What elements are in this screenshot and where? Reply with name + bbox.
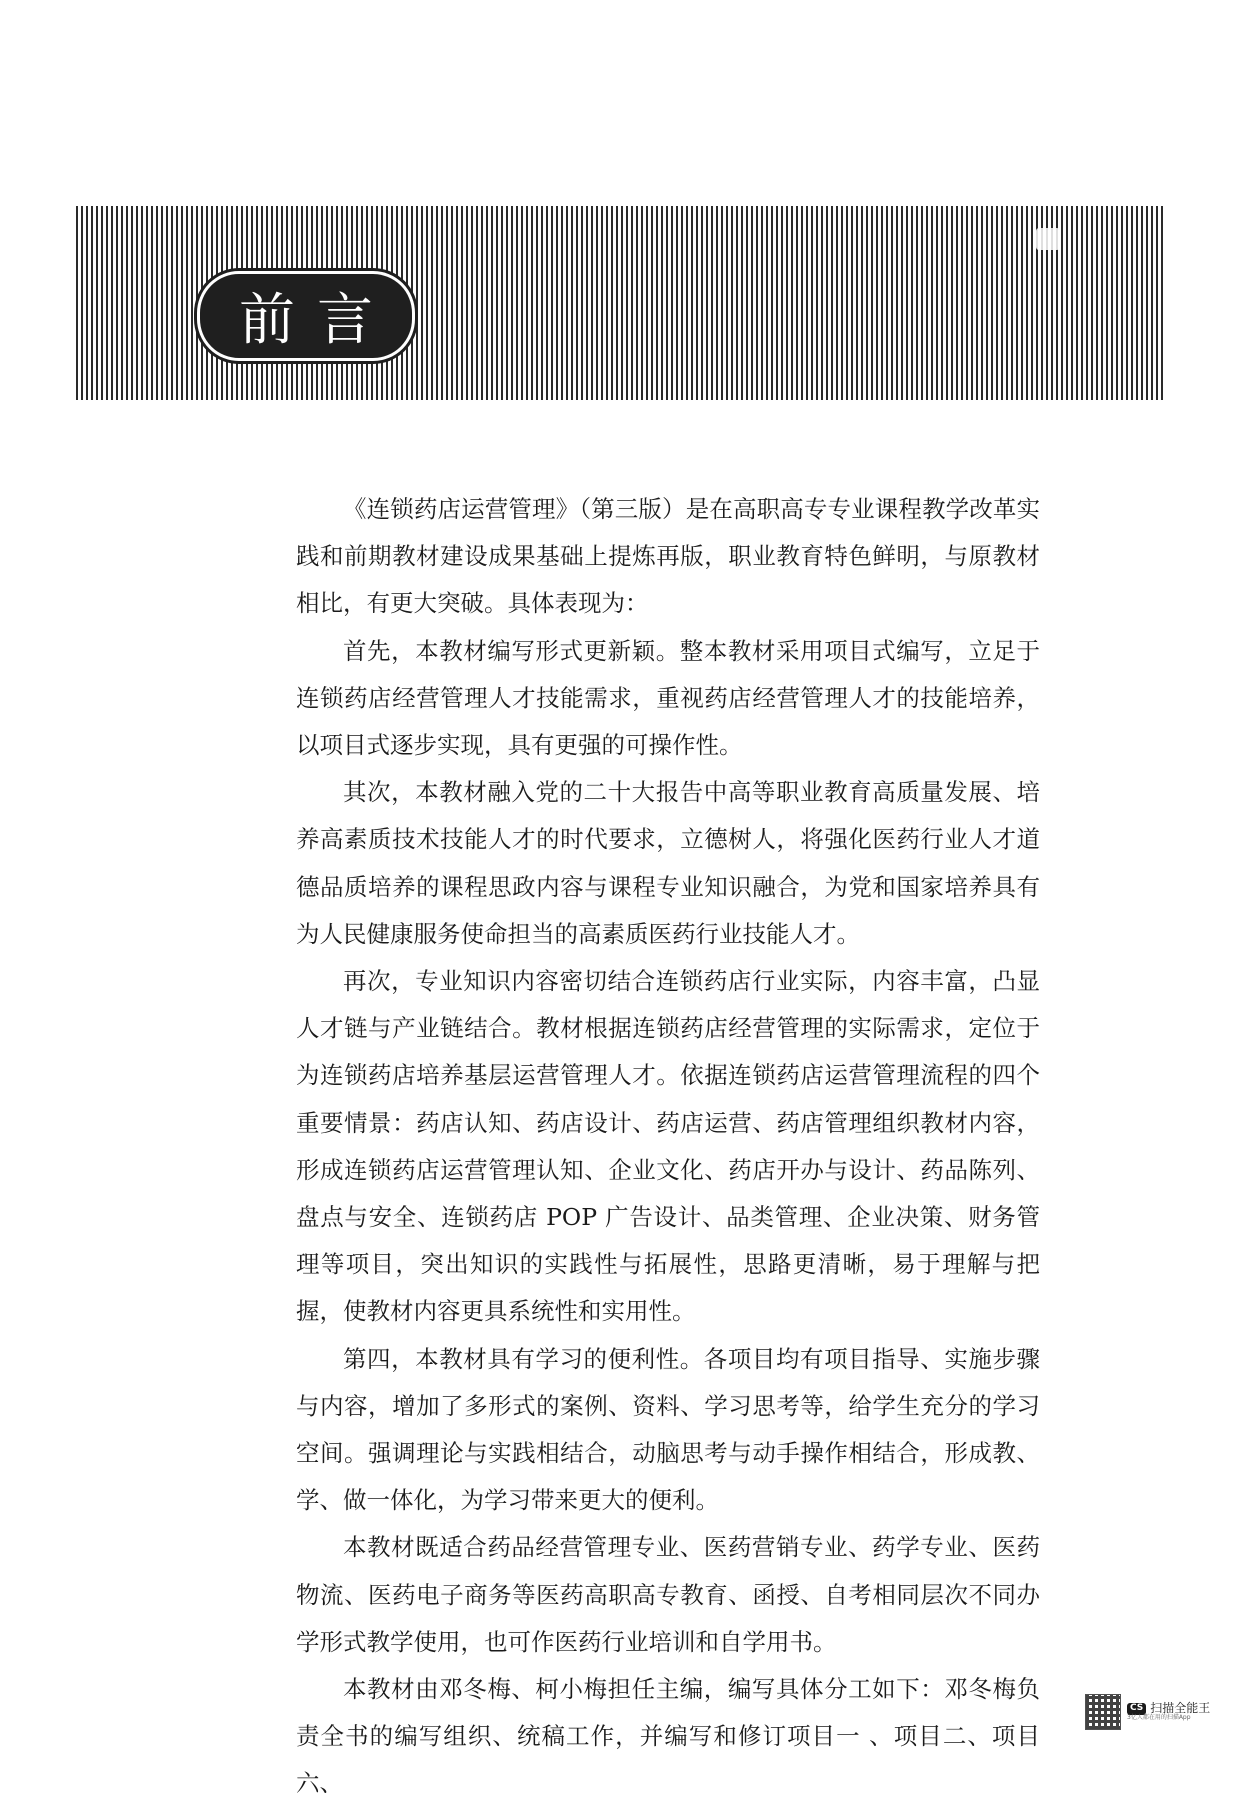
paragraph: 再次，专业知识内容密切结合连锁药店行业实际，内容丰富，凸显人才链与产业链结合。教材根据连锁药店经营管理的实际需求，定位于为连锁药店培养基层运营管理人才。依据连锁药店运营管理流程的四个重要情景：药店认知、药店设计、药店运营、药店管理组织教材内容，形成连锁药店运营管理认知、企业文化、药店开办与设计、药品陈列、盘点与安全、连锁药店 POP 广告设计、品类管理、企业决策、财务管理等项目，突出知识的实践性与拓展性，思路更清晰，易于理解与把握，使教材内容更具系统性和实用性。 <box>296 967 1040 1326</box>
paragraph: 其次，本教材融入党的二十大报告中高等职业教育高质量发展、培养高素质技术技能人才的时代要求，立德树人，将强化医药行业人才道德品质培养的课程思政内容与课程专业知识融合，为党和国家培养具有为人民健康服务使命担当的高素质医药行业技能人才。 <box>296 778 1040 948</box>
qr-code-icon <box>1085 1694 1121 1730</box>
page-title: 前言 <box>197 271 415 361</box>
scanner-watermark <box>1085 1692 1217 1732</box>
watermark-app-name: 扫描全能王 <box>1150 1701 1211 1716</box>
paragraph: 第四，本教材具有学习的便利性。各项目均有项目指导、实施步骤与内容，增加了多形式的案例、资料、学习思考等，给学生充分的学习空间。强调理论与实践相结合，动脑思考与动手操作相结合，形成教、学、做一体化，为学习带来更大的便利。 <box>296 1344 1040 1515</box>
watermark-subtitle: 3亿人都在用的扫描App <box>1127 1714 1191 1722</box>
paragraph: 本教材既适合药品经营管理专业、医药营销专业、药学专业、医药物流、医药电子商务等医药高职高专教育、函授、自考相同层次不同办学形式教学使用，也可作医药行业培训和自学用书。 <box>296 1533 1040 1656</box>
banner-decoration <box>1036 228 1060 250</box>
cs-logo-icon: CS <box>1127 1703 1146 1715</box>
paragraph: 《连锁药店运营管理》（第三版）是在高职高专专业课程教学改革实践和前期教材建设成果基础上提炼再版，职业教育特色鲜明，与原教材相比，有更大突破。具体表现为： <box>296 495 1040 618</box>
paragraph: 首先，本教材编写形式更新颖。整本教材采用项目式编写，立足于连锁药店经营管理人才技能需求，重视药店经营管理人才的技能培养，以项目式逐步实现，具有更强的可操作性。 <box>296 636 1040 760</box>
body-text <box>296 486 1040 1808</box>
paragraph: 本教材由邓冬梅、柯小梅担任主编，编写具体分工如下：邓冬梅负责全书的编写组织、统稿工作，并编写和修订项目一 、项目二、项目六、 <box>296 1675 1040 1798</box>
watermark-text <box>1127 1702 1210 1722</box>
